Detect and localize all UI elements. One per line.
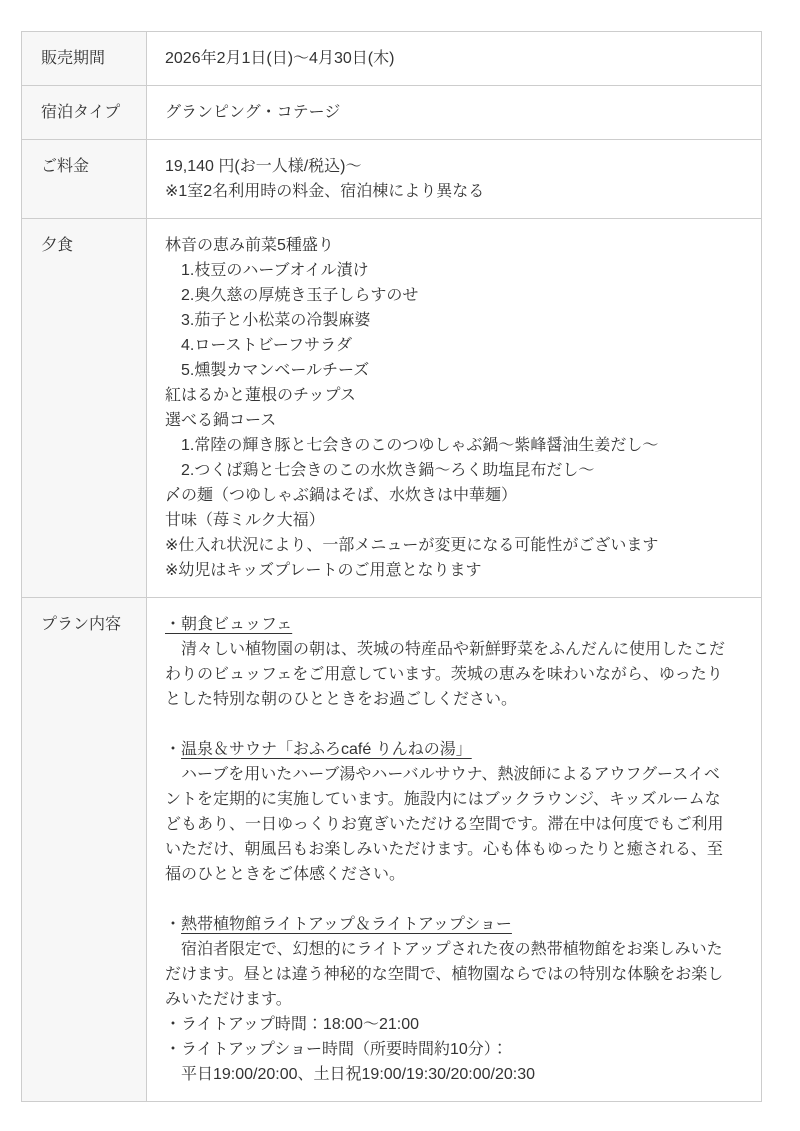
text-line: 宿泊者限定で、幻想的にライトアップされた夜の熱帯植物館をお楽しみいた xyxy=(165,941,723,958)
text-line: 3.茄子と小松菜の冷製麻婆 xyxy=(165,312,371,329)
table-row-stay-type xyxy=(22,86,761,140)
text-line: 紅はるかと蓮根のチップス xyxy=(165,387,356,404)
text-line: 選べる鍋コース xyxy=(165,412,277,429)
blank-line xyxy=(165,712,743,737)
table-row-price xyxy=(22,140,761,219)
price-line: 19,140 円(お一人様/税込)〜 xyxy=(165,158,362,175)
text-line: ハーブを用いたハーブ湯やハーバルサウナ、熱波師によるアウフグースイベ xyxy=(165,766,720,783)
price-note-line: ※1室2名利用時の料金、宿泊棟により異なる xyxy=(165,183,485,200)
text-line: とした特別な朝のひとときをお過ごしください。 xyxy=(165,691,518,708)
text-line: 林音の恵み前菜5種盛り xyxy=(165,237,334,254)
plan-section-heading: ・温泉＆サウナ「おふろcafé りんねの湯」 xyxy=(165,741,472,758)
row-label: プラン内容 xyxy=(22,598,147,1101)
text-line: ※仕入れ状況により、一部メニューが変更になる可能性がございます xyxy=(165,537,659,554)
row-content xyxy=(147,219,761,597)
text-line: どもあり、一日ゆっくりお寛ぎいただける空間です。滞在中は何度でもご利用 xyxy=(165,816,724,833)
row-label: 宿泊タイプ xyxy=(22,86,147,139)
plan-section-heading: ・熱帯植物館ライトアップ＆ライトアップショー xyxy=(165,916,512,933)
lightup-time-line: ・ライトアップ時間：18:00〜21:00 xyxy=(165,1016,419,1033)
text-line: 甘味（苺ミルク大福） xyxy=(165,512,325,529)
text-line: グランピング・コテージ xyxy=(165,104,341,121)
row-content xyxy=(147,140,761,218)
plan-details-table xyxy=(21,31,762,1102)
text-line: 4.ローストビーフサラダ xyxy=(165,337,352,354)
row-label: 夕食 xyxy=(22,219,147,597)
row-content xyxy=(147,32,761,85)
text-line: 5.燻製カマンベールチーズ xyxy=(165,362,370,379)
row-label: 販売期間 xyxy=(22,32,147,85)
text-line: 〆の麺（つゆしゃぶ鍋はそば、水炊きは中華麺） xyxy=(165,487,518,504)
text-line: 清々しい植物園の朝は、茨城の特産品や新鮮野菜をふんだんに使用したこだ xyxy=(165,641,726,658)
blank-line xyxy=(165,887,743,912)
text-line: ※幼児はキッズプレートのご用意となります xyxy=(165,562,482,579)
lightup-show-schedule-line: 平日19:00/20:00、土日祝19:00/19:30/20:00/20:30 xyxy=(165,1066,536,1083)
text-line: 1.常陸の輝き豚と七会きのこのつゆしゃぶ鍋〜紫峰醤油生姜だし〜 xyxy=(165,437,659,454)
table-row-sales-period xyxy=(22,32,761,86)
text-line: ントを定期的に実施しています。施設内にはブックラウンジ、キッズルームな xyxy=(165,791,721,808)
text-line: みいただけます。 xyxy=(165,991,292,1008)
table-row-plan-contents xyxy=(22,598,761,1101)
lightup-show-time-line: ・ライトアップショー時間（所要時間約10分）： xyxy=(165,1041,508,1058)
text-line: 1.枝豆のハーブオイル漬け xyxy=(165,262,369,279)
plan-section-heading: ・朝食ビュッフェ xyxy=(165,616,293,633)
text-line: だけます。昼とは違う神秘的な空間で、植物園ならではの特別な体験をお楽し xyxy=(165,966,724,983)
text-line: 2026年2月1日(日)〜4月30日(木) xyxy=(165,50,395,67)
text-line: 2.つくば鶏と七会きのこの水炊き鍋〜ろく助塩昆布だし〜 xyxy=(165,462,595,479)
text-line: わりのビュッフェをご用意しています。茨城の恵みを味わいながら、ゆったり xyxy=(165,666,723,683)
row-label: ご料金 xyxy=(22,140,147,218)
text-line: 2.奥久慈の厚焼き玉子しらすのせ xyxy=(165,287,419,304)
table-row-dinner xyxy=(22,219,761,598)
row-content xyxy=(147,598,761,1101)
text-line: 福のひとときをご体感ください。 xyxy=(165,866,406,883)
text-line: いただけ、朝風呂もお楽しみいただけます。心も体もゆったりと癒される、至 xyxy=(165,841,723,858)
row-content xyxy=(147,86,761,139)
